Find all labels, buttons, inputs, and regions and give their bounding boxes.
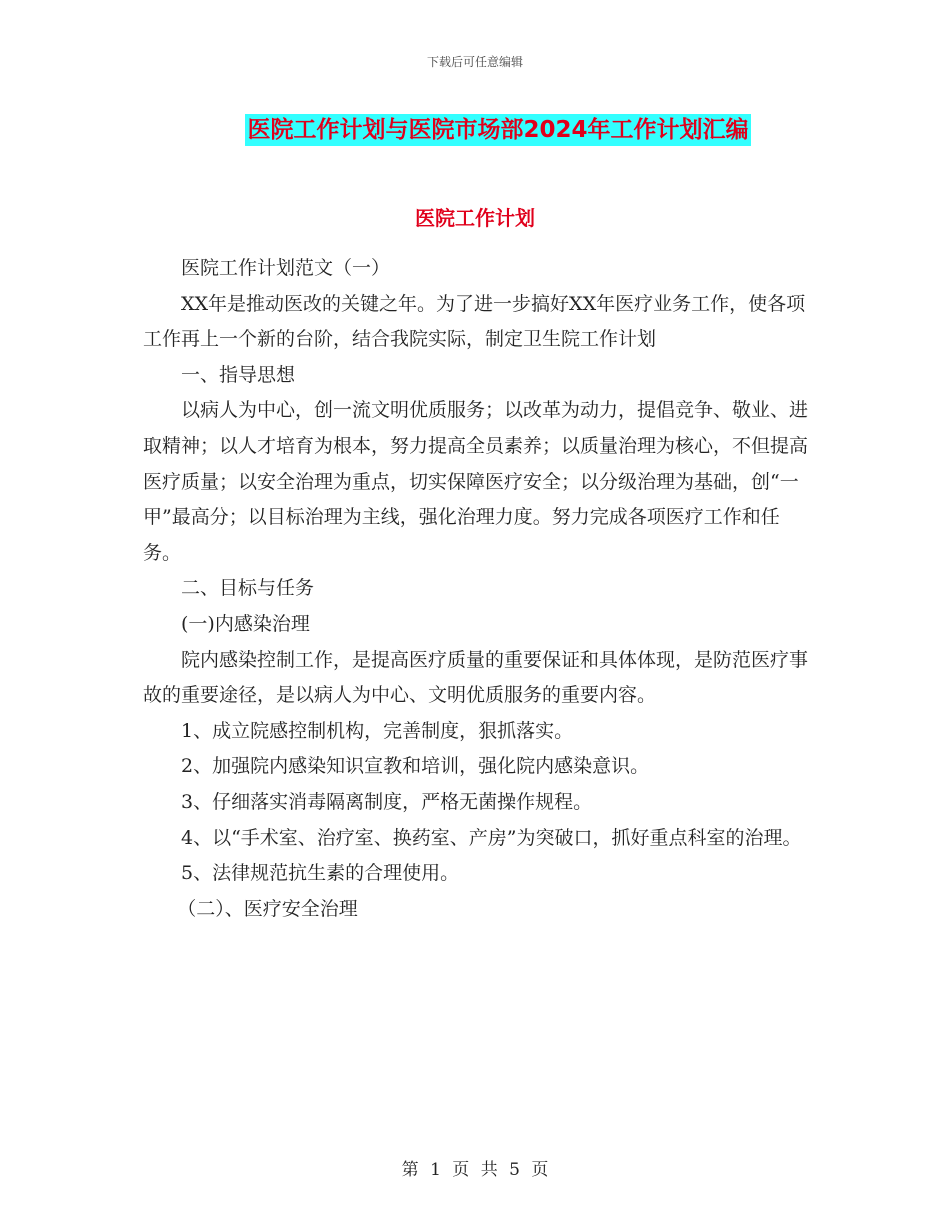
paragraph-guiding-thought: 以病人为中心，创一流文明优质服务；以改革为动力，提倡竞争、敬业、进取精神；以人才培育为根本，努力提高全员素养；以质量治理为核心，不但提高医疗质量；以安全治理为重点，切实保障医疗安全；以分级治理为基础，创“一甲”最高分；以目标治理为主线，强化治理力度。努力完成各项医疗工作和任务。 (143, 399, 809, 564)
document-body (143, 251, 808, 927)
list-item-1: 1、成立院感控制机构，完善制度，狠抓落实。 (181, 719, 574, 742)
heading-goals-tasks: 二、目标与任务 (181, 577, 315, 600)
paragraph-infection-control: 院内感染控制工作，是提高医疗质量的重要保证和具体体现，是防范医疗事故的重要途径，是以病人为中心、文明优质服务的重要内容。 (143, 648, 809, 707)
section-title: 医院工作计划 (415, 206, 535, 230)
document-title-block (0, 114, 950, 146)
page-number: 第 1 页 共 5 页 (401, 1160, 549, 1180)
list-item-5: 5、法律规范抗生素的合理使用。 (181, 862, 460, 885)
document-title: 医院工作计划与医院市场部2024年工作计划汇编 (245, 114, 750, 146)
heading-guiding-thought: 一、指导思想 (181, 363, 296, 386)
subheading-medical-safety: （二）、医疗安全治理 (177, 897, 358, 920)
paragraph-sample-heading: 医院工作计划范文（一） (181, 257, 391, 279)
paragraph-intro: XX年是推动医改的关键之年。为了进一步搞好XX年医疗业务工作，使各项工作再上一个新的台阶，结合我院实际，制定卫生院工作计划 (143, 292, 806, 351)
header-note: 下载后可任意编辑 (426, 55, 523, 69)
list-item-4: 4、以“手术室、治疗室、换药室、产房”为突破口，抓好重点科室的治理。 (181, 826, 802, 849)
subheading-infection-control: (一)内感染治理 (181, 612, 310, 635)
list-item-2: 2、加强院内感染知识宣教和培训，强化院内感染意识。 (181, 755, 650, 778)
list-item-3: 3、仔细落实消毒隔离制度，严格无菌操作规程。 (181, 790, 593, 813)
